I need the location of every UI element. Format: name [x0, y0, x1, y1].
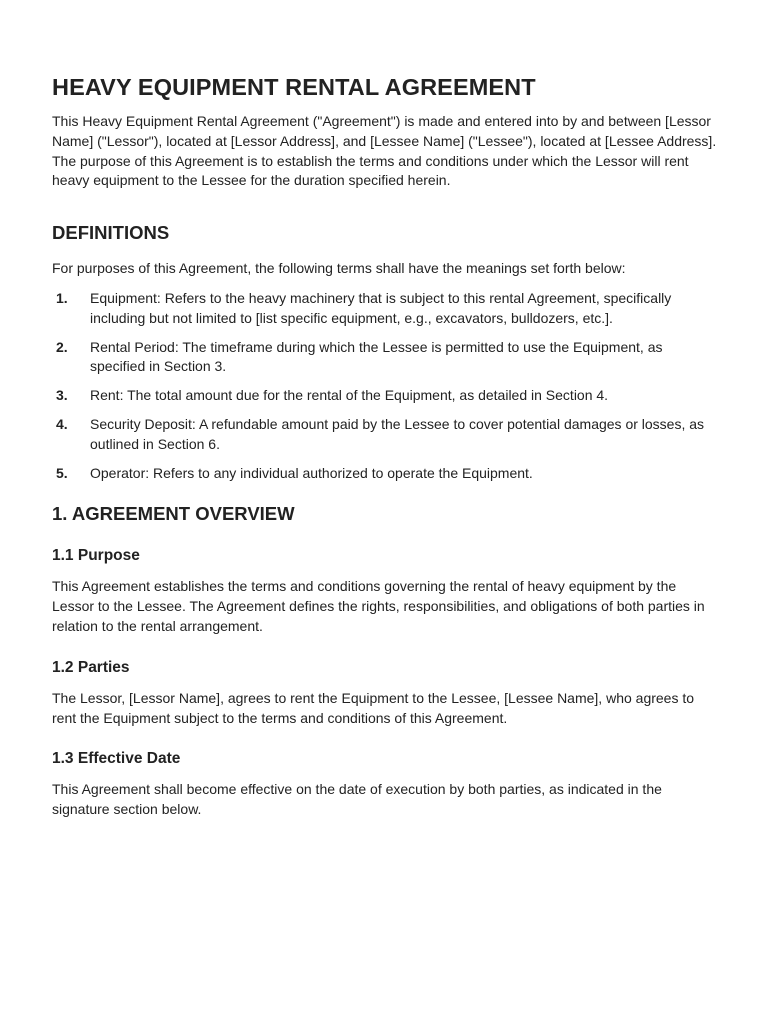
- definitions-heading: DEFINITIONS: [52, 222, 170, 244]
- definition-item-rental-period: [52, 338, 718, 378]
- parties-heading: 1.2 Parties: [52, 658, 130, 676]
- parties-paragraph: The Lessor, [Lessor Name], agrees to rent the Equipment to the Lessee, [Lessee Name], who agrees to rent the Equipment subject to the terms and conditions of this Agreement.: [52, 689, 695, 726]
- definition-item-security-deposit: [52, 415, 718, 455]
- definition-item-operator: [52, 464, 718, 484]
- definition-item-rent: [52, 386, 718, 406]
- definition-text: Operator: Refers to any individual authorized to operate the Equipment.: [90, 464, 533, 481]
- list-number: 3.: [56, 387, 68, 404]
- definition-text: Rent: The total amount due for the rental of the Equipment, as detailed in Section 4.: [90, 387, 609, 404]
- intro-paragraph: This Heavy Equipment Rental Agreement ("Agreement") is made and entered into by and between [Lessor Name] ("Lessor"), located at [Lessor Address], and [Lessee Name] ("Lessee"), located at [Lessee Address]. The purpose of this Agreement is to establish the terms and conditions under which the Lessor will rent heavy equipment to the Lessee for the duration specified herein.: [52, 113, 717, 189]
- definition-text: Equipment: Refers to the heavy machinery that is subject to this rental Agreement, specifically including but not limited to [list specific equipment, e.g., excavators, bulldozers, etc.].: [90, 289, 672, 326]
- definitions-list: [52, 289, 718, 483]
- list-number: 2.: [56, 338, 68, 355]
- list-number: 4.: [56, 415, 68, 432]
- list-number: 5.: [56, 464, 68, 481]
- effective-date-heading: 1.3 Effective Date: [52, 750, 181, 768]
- document-title: HEAVY EQUIPMENT RENTAL AGREEMENT: [52, 74, 536, 100]
- purpose-heading: 1.1 Purpose: [52, 547, 140, 565]
- definition-text: Rental Period: The timeframe during which the Lessee is permitted to use the Equipment, as specified in Section 3.: [90, 338, 663, 375]
- list-number: 1.: [56, 289, 68, 306]
- effective-date-paragraph: This Agreement shall become effective on the date of execution by both parties, as indicated in the signature section below.: [52, 781, 662, 818]
- definitions-intro: For purposes of this Agreement, the following terms shall have the meanings set forth below:: [52, 260, 626, 277]
- definition-text: Security Deposit: A refundable amount paid by the Lessee to cover potential damages or losses, as outlined in Section 6.: [90, 415, 705, 452]
- definition-item-equipment: [52, 289, 718, 329]
- agreement-overview-heading: 1. AGREEMENT OVERVIEW: [52, 503, 295, 525]
- purpose-paragraph: This Agreement establishes the terms and conditions governing the rental of heavy equipment by the Lessor to the Lessee. The Agreement defines the rights, responsibilities, and obligations of both parties in relation to the rental arrangement.: [52, 578, 705, 634]
